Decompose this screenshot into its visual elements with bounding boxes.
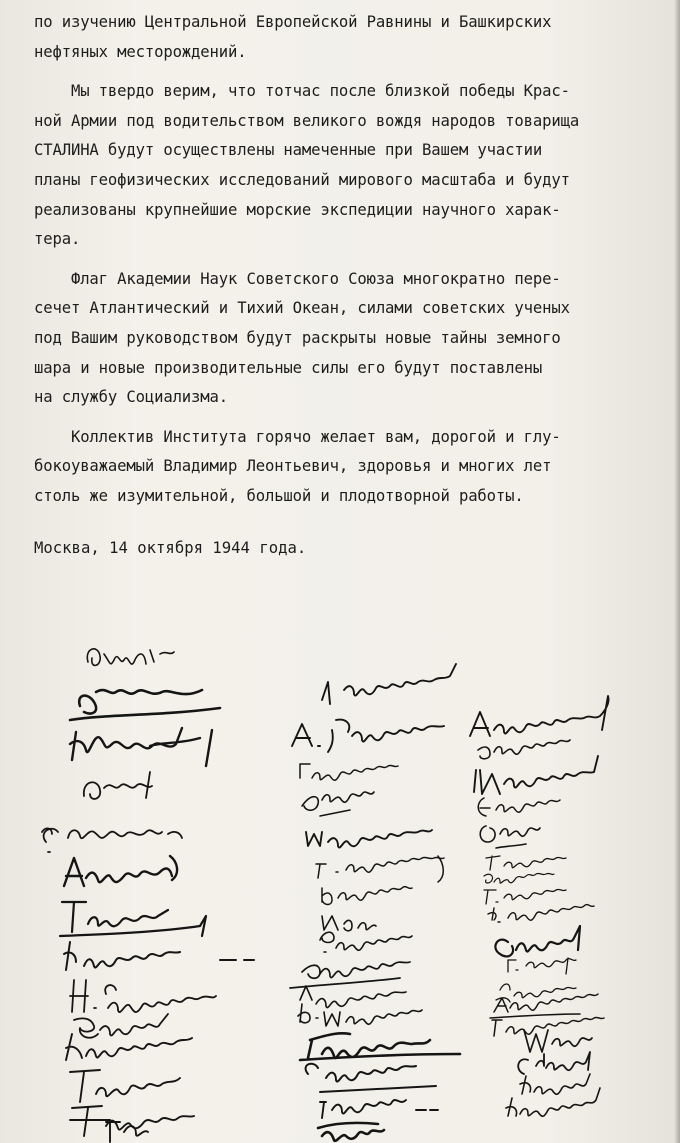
signature bbox=[300, 986, 406, 1008]
signature bbox=[495, 926, 580, 956]
signature bbox=[518, 1052, 590, 1074]
text-line: тера. bbox=[34, 230, 81, 249]
date-line: Москва, 14 октября 1944 года. bbox=[34, 539, 307, 557]
signature bbox=[320, 1100, 438, 1118]
paragraph-2 bbox=[34, 77, 674, 255]
signature bbox=[484, 873, 554, 883]
text-line: СТАЛИНА будут осуществлены намеченные при Вашем участии bbox=[34, 141, 543, 160]
signature bbox=[300, 1033, 460, 1060]
signature-left-column bbox=[42, 649, 254, 1142]
signature bbox=[60, 902, 206, 936]
signature bbox=[318, 1123, 384, 1141]
signature bbox=[70, 728, 212, 766]
signature bbox=[478, 740, 570, 759]
signature bbox=[320, 932, 412, 952]
signature bbox=[488, 905, 594, 922]
text-line: бокоуважаемый Владимир Леонтьевич, здоровья и многих лет bbox=[34, 457, 552, 476]
text-line: нефтяных месторождений. bbox=[34, 42, 247, 61]
signature bbox=[306, 830, 432, 848]
letter-body bbox=[34, 8, 674, 512]
signature-middle-column bbox=[290, 664, 460, 1141]
text-line: сечет Атлантический и Тихий Океан, силами советских ученых bbox=[34, 299, 570, 318]
signature bbox=[478, 798, 560, 816]
signature bbox=[300, 764, 398, 780]
signatures-block bbox=[0, 620, 680, 1143]
signature bbox=[322, 916, 376, 931]
text-line: столь же изумительной, большой и плодотворной работы. bbox=[34, 486, 524, 505]
signature-right-column bbox=[470, 696, 609, 1116]
text-line: по изучению Центральной Европейской Равнины и Башкирских bbox=[34, 13, 552, 31]
signature bbox=[524, 1030, 592, 1052]
text-line: Коллектив Института горячо желает вам, дорогой и глу- bbox=[34, 427, 561, 446]
text-line: на службу Социализма. bbox=[34, 388, 229, 407]
paragraph-4 bbox=[34, 423, 674, 512]
text-line: Флаг Академии Наук Советского Союза многократно пере- bbox=[34, 269, 561, 288]
signature bbox=[322, 887, 412, 905]
text-line: реализованы крупнейшие морские экспедиции научного харак- bbox=[34, 200, 561, 219]
signature bbox=[66, 1034, 192, 1060]
signature bbox=[84, 772, 152, 799]
signature bbox=[70, 1070, 180, 1102]
signature bbox=[70, 690, 220, 720]
signature bbox=[74, 1014, 168, 1038]
signature bbox=[302, 792, 374, 816]
page-edge-shadow bbox=[674, 0, 680, 1143]
text-line: шара и новые производительные силы его будут поставлены bbox=[34, 358, 543, 377]
signature bbox=[70, 1106, 194, 1136]
signature bbox=[508, 958, 576, 974]
text-line: ной Армии под водительством великого вождя народов товарища bbox=[34, 111, 580, 130]
paragraph-1 bbox=[34, 8, 674, 67]
signature bbox=[292, 720, 444, 752]
signature bbox=[306, 1064, 436, 1092]
signature bbox=[520, 1074, 590, 1094]
signature bbox=[87, 649, 174, 666]
signature bbox=[480, 826, 540, 848]
signature bbox=[64, 942, 254, 970]
text-line: Мы твердо верим, что тотчас после близкой победы Крас- bbox=[34, 82, 570, 101]
text-line: под Вашим руководством будут раскрыты новые тайны земного bbox=[34, 328, 561, 347]
signature bbox=[316, 856, 444, 882]
paragraph-3 bbox=[34, 265, 674, 413]
text-line: планы геофизических исследований мирового масштаба и будут bbox=[34, 170, 570, 189]
signature bbox=[486, 856, 566, 870]
signature bbox=[70, 980, 216, 1012]
signature bbox=[470, 696, 609, 736]
signature bbox=[298, 1004, 422, 1026]
signature bbox=[484, 889, 566, 904]
signature bbox=[42, 828, 182, 852]
signature bbox=[474, 756, 598, 794]
signature bbox=[322, 664, 456, 704]
signature bbox=[64, 856, 177, 886]
signature bbox=[290, 962, 410, 988]
